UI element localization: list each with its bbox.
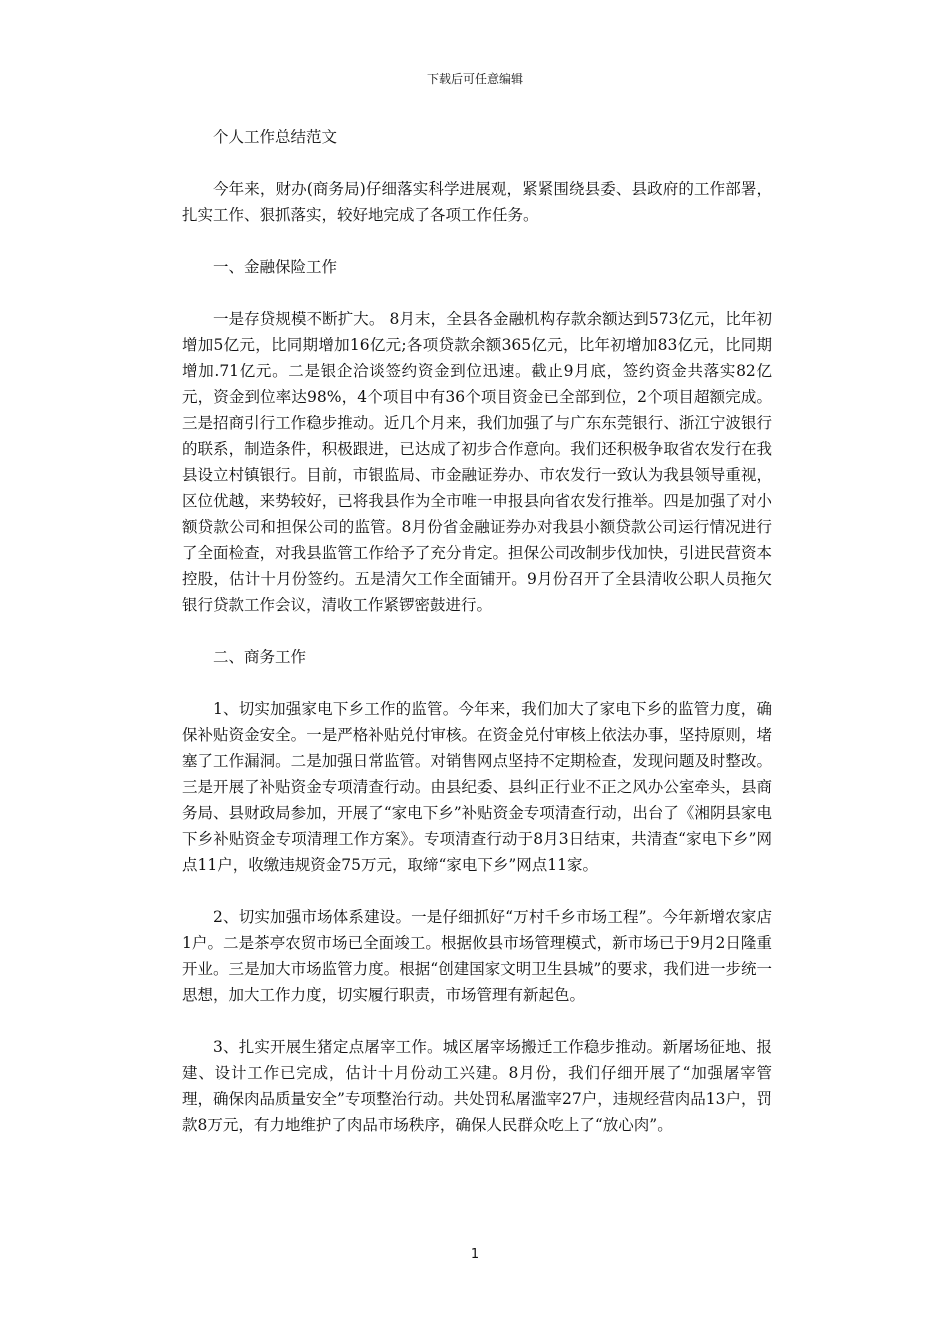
commerce-item-1: 1、切实加强家电下乡工作的监管。今年来，我们加大了家电下乡的监管力度，确保补贴资金安全。一是严格补贴兑付审核。在资金兑付审核上依法办事，坚持原则，堵塞了工作漏洞。二是加强日常监管。对销售网点坚持不定期检查，发现问题及时整改。三是开展了补贴资金专项清查行动。由县纪委、县纠正行业不正之风办公室牵头，县商务局、县财政局参加，开展了“家电下乡”补贴资金专项清查行动，出台了《湘阴县家电下乡补贴资金专项清理工作方案》。专项清查行动于8月3日结束，共清查“家电下乡”网点11户，收缴违规资金75万元，取缔“家电下乡”网点11家。 [182, 700, 772, 874]
commerce-item-2: 2、切实加强市场体系建设。一是仔细抓好“万村千乡市场工程”。今年新增农家店1户。二是茶亭农贸市场已全面竣工。根据攸县市场管理模式，新市场已于9月2日隆重开业。三是加大市场监管力度。根据“创建国家文明卫生县城”的要求，我们进一步统一思想，加大工作力度，切实履行职责，市场管理有新起色。 [182, 908, 772, 1004]
section-heading-commerce: 二、商务工作 [213, 648, 307, 666]
page-number: 1 [470, 1247, 480, 1262]
commerce-item-3: 3、扎实开展生猪定点屠宰工作。城区屠宰场搬迁工作稳步推动。新屠场征地、报建、设计工作已完成，估计十月份动工兴建。8月份，我们仔细开展了“加强屠宰管理，确保肉品质量安全”专项整治行动。共处罚私屠滥宰27户，违规经营肉品13户，罚款8万元，有力地维护了肉品市场秩序，确保人民群众吃上了“放心肉”。 [182, 1038, 772, 1134]
intro-paragraph: 今年来，财办(商务局)仔细落实科学进展观，紧紧围绕县委、县政府的工作部署，扎实工作、狠抓落实，较好地完成了各项工作任务。 [182, 180, 772, 224]
header-note: 下载后可任意编辑 [426, 72, 523, 86]
document-title: 个人工作总结范文 [213, 128, 338, 146]
section-heading-finance: 一、金融保险工作 [213, 258, 338, 276]
document-body [182, 124, 772, 1164]
finance-paragraph: 一是存贷规模不断扩大。 8月末，全县各金融机构存款余额达到573亿元，比年初增加5亿元，比同期增加16亿元;各项贷款余额365亿元，比年初增加83亿元，比同期增加.71亿元。二是银企洽谈签约资金到位迅速。截止9月底，签约资金共落实82亿元，资金到位率达98%，4个项目中有36个项目资金已全部到位，2个项目超额完成。三是招商引行工作稳步推动。近几个月来，我们加强了与广东东莞银行、浙江宁波银行的联系，制造条件，积极跟进，已达成了初步合作意向。我们还积极争取省农发行在我县设立村镇银行。目前，市银监局、市金融证券办、市农发行一致认为我县领导重视，区位优越，来势较好，已将我县作为全市唯一申报县向省农发行推举。四是加强了对小额贷款公司和担保公司的监管。8月份省金融证券办对我县小额贷款公司运行情况进行了全面检查，对我县监管工作给予了充分肯定。担保公司改制步伐加快，引进民营资本控股，估计十月份签约。五是清欠工作全面铺开。9月份召开了全县清收公职人员拖欠银行贷款工作会议，清收工作紧锣密鼓进行。 [182, 310, 772, 614]
